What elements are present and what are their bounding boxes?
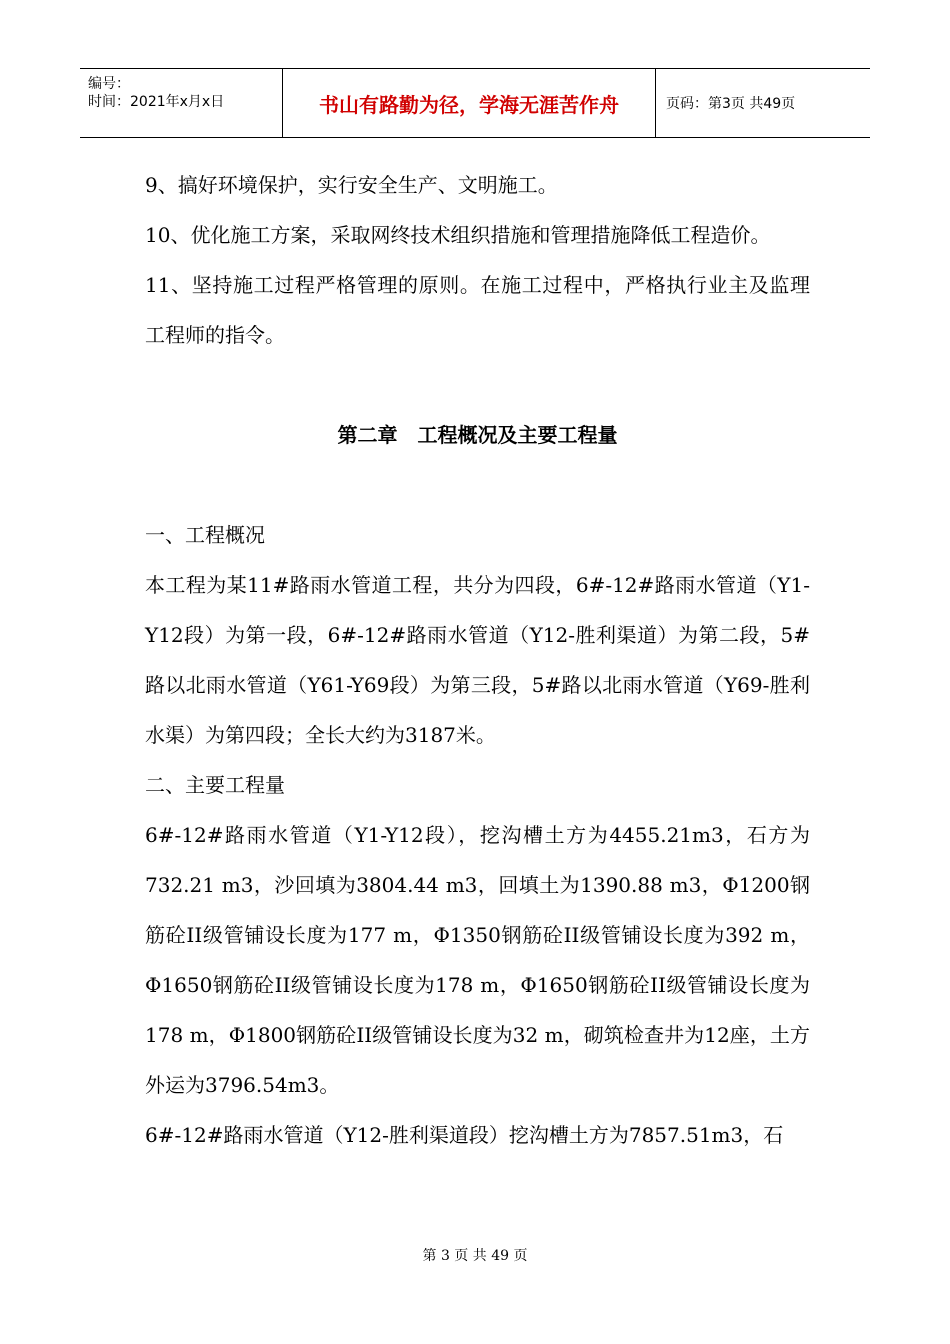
- overview-paragraph: 本工程为某11#路雨水管道工程，共分为四段，6#-12#路雨水管道（Y1-Y12段）为第一段，6#-12#路雨水管道（Y12-胜利渠道）为第二段，5#路以北雨水管道（Y61-Y69段）为第三段，5#路以北雨水管道（Y69-胜利水渠）为第四段；全长大约为3187米。: [145, 573, 810, 747]
- serial-label: 编号：: [88, 76, 130, 92]
- chapter-title: 第二章 工程概况及主要工程量: [337, 423, 618, 447]
- paragraph-item-9: 9、搞好环境保护，实行安全生产、文明施工。: [145, 173, 558, 197]
- header-motto: 书山有路勤为径，学海无涯苦作舟: [282, 69, 656, 137]
- section-heading-quantities: 二、主要工程量: [145, 773, 285, 797]
- page-footer: 第 3 页 共 49 页: [422, 1248, 528, 1264]
- section-heading-overview: 一、工程概况: [145, 523, 265, 547]
- quantities-paragraph-2: 6#-12#路雨水管道（Y12-胜利渠道段）挖沟槽土方为7857.51m3，石: [145, 1123, 784, 1147]
- time-label: 时间：2021年x月x日: [88, 94, 225, 110]
- paragraph-item-11: 11、坚持施工过程严格管理的原则。在施工过程中，严格执行业主及监理工程师的指令。: [145, 273, 810, 347]
- document-body: [145, 160, 810, 1160]
- page-header: [80, 68, 870, 138]
- header-page-info: 页码：第3页 共49页: [666, 96, 796, 112]
- quantities-paragraph-1: 6#-12#路雨水管道（Y1-Y12段），挖沟槽土方为4455.21m3，石方为732.21 m3，沙回填为3804.44 m3，回填土为1390.88 m3，Φ1200钢筋砼II级管铺设长度为177 m，Φ1350钢筋砼II级管铺设长度为392 m，Φ1650钢筋砼II级管铺设长度为178 m，Φ1650钢筋砼II级管铺设长度为178 m，Φ1800钢筋砼II级管铺设长度为32 m，砌筑检查井为12座，土方外运为3796.54m3。: [145, 823, 810, 1097]
- header-meta-cell: [80, 69, 282, 137]
- paragraph-item-10: 10、优化施工方案，采取网终技术组织措施和管理措施降低工程造价。: [145, 223, 771, 247]
